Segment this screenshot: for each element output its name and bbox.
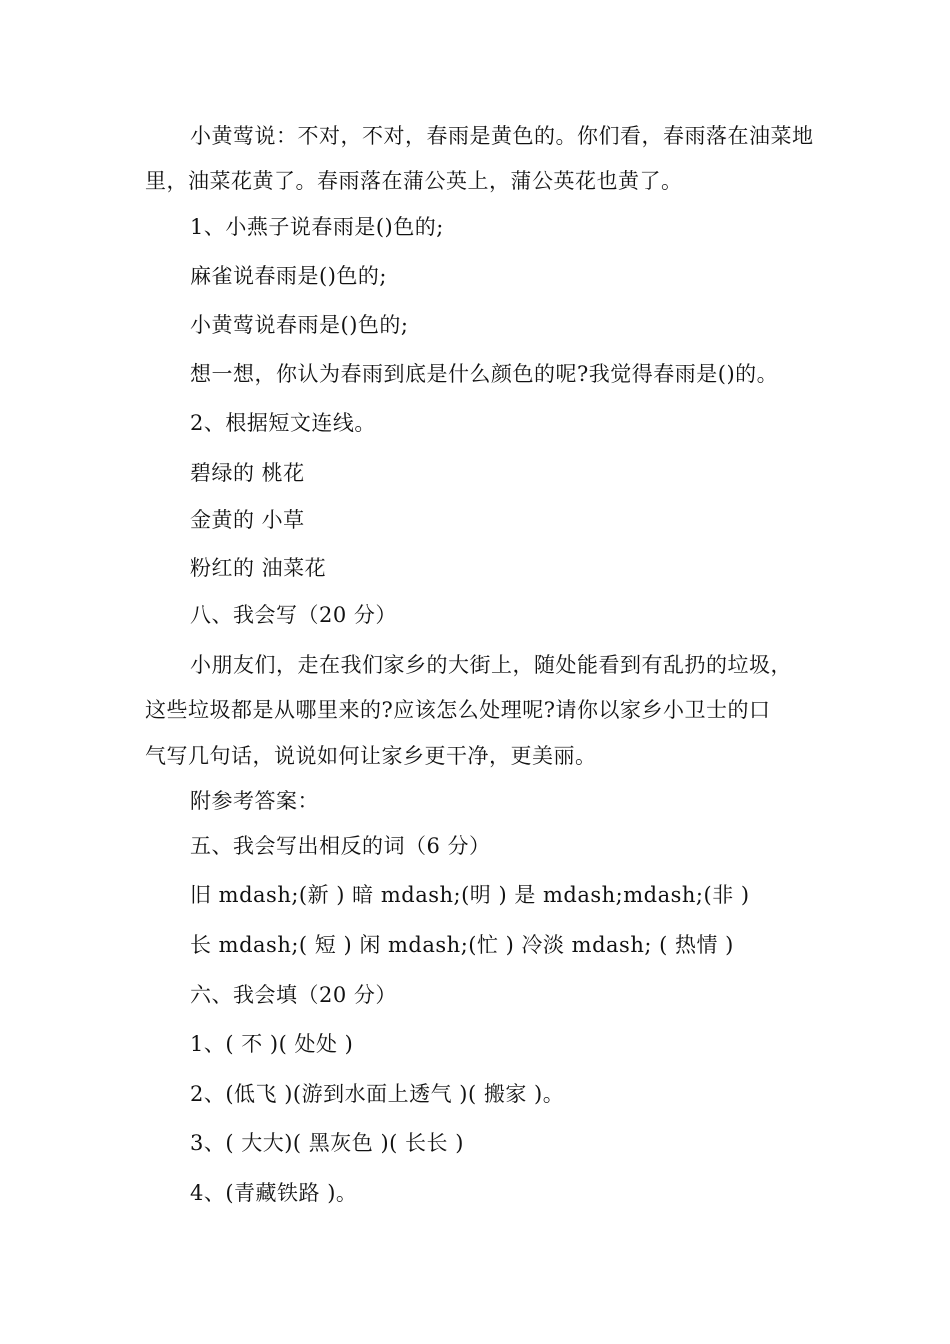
- answer-line: 3、( 大大)( 黑灰色 )( 长长 ): [190, 1131, 464, 1155]
- matching-line: 金黄的 小草: [190, 508, 305, 532]
- question-line: 想一想，你认为春雨到底是什么颜色的呢?我觉得春雨是()的。: [190, 362, 779, 386]
- answer-line: 长 mdash;( 短 ) 闲 mdash;(忙 ) 冷淡 mdash; ( 热情 ): [190, 933, 734, 957]
- paragraph-line: 小朋友们，走在我们家乡的大街上，随处能看到有乱扔的垃圾，: [190, 653, 792, 677]
- question-line: 小黄莺说春雨是()色的;: [190, 313, 409, 337]
- answer-line: 旧 mdash;(新 ) 暗 mdash;(明 ) 是 mdash;mdash;(非 ): [190, 883, 750, 907]
- paragraph-line: 里，油菜花黄了。春雨落在蒲公英上，蒲公英花也黄了。: [145, 169, 683, 193]
- section-heading: 八、我会写（20 分）: [190, 603, 397, 627]
- question-line: 1、小燕子说春雨是()色的;: [190, 215, 444, 239]
- paragraph-line: 小黄莺说：不对，不对，春雨是黄色的。你们看，春雨落在油菜地: [190, 124, 814, 148]
- paragraph-line: 这些垃圾都是从哪里来的?应该怎么处理呢?请你以家乡小卫士的口: [145, 698, 771, 722]
- paragraph-line: 气写几句话，说说如何让家乡更干净，更美丽。: [145, 744, 597, 768]
- section-heading: 六、我会填（20 分）: [190, 983, 397, 1007]
- matching-line: 碧绿的 桃花: [190, 461, 305, 485]
- answer-line: 1、( 不 )( 处处 ): [190, 1032, 354, 1056]
- answer-heading: 附参考答案：: [190, 789, 319, 813]
- matching-line: 粉红的 油菜花: [190, 556, 327, 580]
- answer-line: 2、(低飞 )(游到水面上透气 )( 搬家 )。: [190, 1082, 565, 1106]
- answer-line: 4、(青藏铁路 )。: [190, 1181, 358, 1205]
- question-line: 2、根据短文连线。: [190, 411, 376, 435]
- question-line: 麻雀说春雨是()色的;: [190, 264, 387, 288]
- section-heading: 五、我会写出相反的词（6 分）: [190, 834, 491, 858]
